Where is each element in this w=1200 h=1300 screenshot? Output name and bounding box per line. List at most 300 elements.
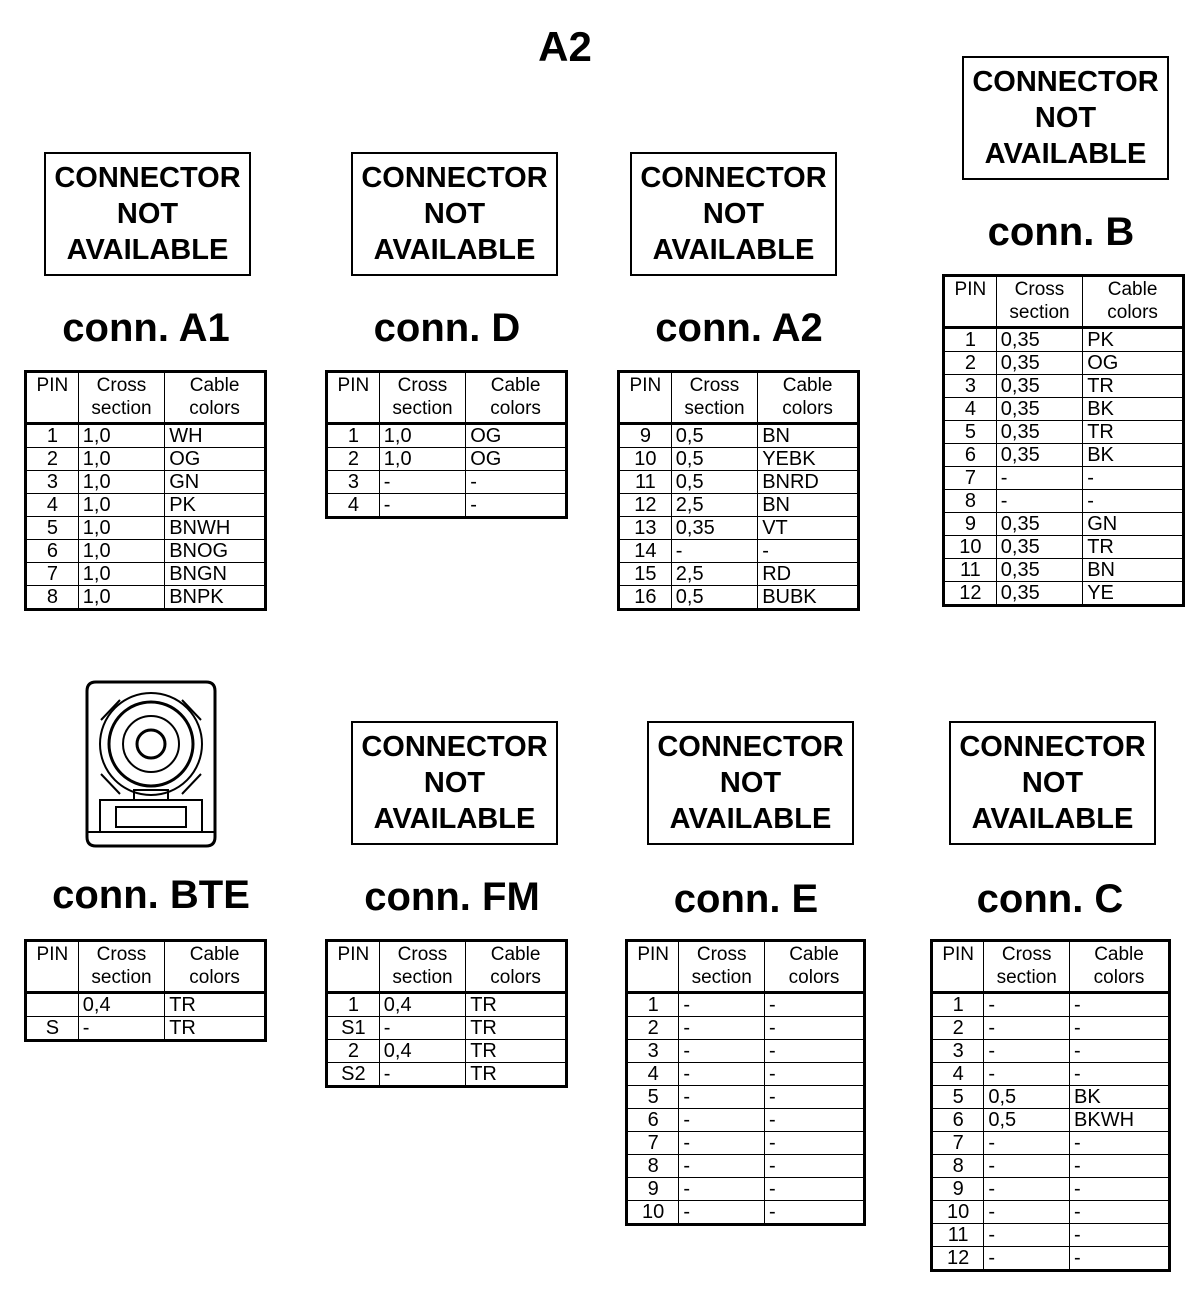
pin-header-line: PIN <box>337 375 370 396</box>
cross-section-header <box>379 372 465 424</box>
cable-color-cell: - <box>765 1086 865 1109</box>
cross-section-cell: 0,5 <box>671 448 757 471</box>
pin-cell: 6 <box>627 1109 679 1132</box>
pin-cell: 4 <box>327 494 380 518</box>
connector-not-available-box <box>44 152 251 276</box>
cross-section-header-line: Cross <box>96 375 147 396</box>
cross-section-header <box>78 941 164 993</box>
cross-section-cell: - <box>984 1224 1070 1247</box>
na-line: CONNECTOR <box>361 731 548 763</box>
cable-color-cell: - <box>1070 1224 1170 1247</box>
cable-color-cell: GN <box>165 471 266 494</box>
pin-cell: S <box>26 1017 79 1041</box>
pin-cell: 2 <box>26 448 79 471</box>
pin-header-line: PIN <box>629 375 662 396</box>
pin-cell: 11 <box>932 1224 984 1247</box>
pin-cell: 1 <box>944 328 997 352</box>
cable-color-cell: PK <box>1083 328 1184 352</box>
cross-section-header-line: section <box>91 967 152 988</box>
pin-cell: S1 <box>327 1017 380 1040</box>
cable-color-cell: GN <box>1083 513 1184 536</box>
pin-cell: 7 <box>26 563 79 586</box>
pin-cell: 7 <box>627 1132 679 1155</box>
na-line: AVAILABLE <box>984 138 1147 170</box>
table-header-row <box>932 941 1170 993</box>
pin-cell: 4 <box>932 1063 984 1086</box>
table-row <box>627 1178 865 1201</box>
na-line: AVAILABLE <box>652 234 815 266</box>
table-row <box>26 540 266 563</box>
cable-color-cell: BN <box>1083 559 1184 582</box>
cable-color-cell: - <box>1070 1247 1170 1271</box>
pin-cell: 10 <box>619 448 672 471</box>
table-row <box>26 563 266 586</box>
cable-color-cell: - <box>765 993 865 1017</box>
table-header-row <box>327 372 567 424</box>
cross-section-cell: - <box>984 1155 1070 1178</box>
cable-color-cell: - <box>1070 1063 1170 1086</box>
cross-section-header-line: section <box>684 398 745 419</box>
cross-section-cell: 1,0 <box>78 471 164 494</box>
table-row <box>26 586 266 610</box>
cross-section-cell: - <box>379 1063 465 1087</box>
conn-bte-table <box>24 939 267 1042</box>
cross-section-cell: 1,0 <box>78 586 164 610</box>
cable-colors-header <box>1083 276 1184 328</box>
conn-a1-table <box>24 370 267 611</box>
pin-cell: S2 <box>327 1063 380 1087</box>
table-row <box>26 517 266 540</box>
cable-color-cell: - <box>1070 1201 1170 1224</box>
pin-cell: 2 <box>932 1017 984 1040</box>
table-header-row <box>26 372 266 424</box>
table-row <box>932 1178 1170 1201</box>
connector-not-available-box <box>949 721 1156 845</box>
cross-section-header-line: Cross <box>397 944 448 965</box>
pin-cell: 1 <box>327 424 380 448</box>
pin-cell: 13 <box>619 517 672 540</box>
table-row <box>944 398 1184 421</box>
cable-color-cell: BNPK <box>165 586 266 610</box>
table-row <box>932 1086 1170 1109</box>
table-row <box>619 494 859 517</box>
table-row <box>26 424 266 448</box>
cross-section-cell: - <box>984 1132 1070 1155</box>
table-row <box>327 448 567 471</box>
pin-header-line: PIN <box>942 944 975 965</box>
pin-cell: 4 <box>944 398 997 421</box>
cable-color-cell: YE <box>1083 582 1184 606</box>
cable-color-cell: - <box>1070 1132 1170 1155</box>
cross-section-header-line: Cross <box>96 944 147 965</box>
pin-cell: 6 <box>932 1109 984 1132</box>
table-row <box>327 424 567 448</box>
cable-color-cell: - <box>466 471 567 494</box>
cross-section-cell: 0,5 <box>671 424 757 448</box>
table-header-row <box>327 941 567 993</box>
na-line: NOT <box>423 767 486 799</box>
na-line: NOT <box>1021 767 1084 799</box>
cross-section-cell: 0,5 <box>671 586 757 610</box>
cross-section-cell: 0,35 <box>996 328 1082 352</box>
table-row <box>944 490 1184 513</box>
pin-cell: 12 <box>932 1247 984 1271</box>
cable-color-cell: BUBK <box>758 586 859 610</box>
cross-section-cell: 0,4 <box>379 993 465 1017</box>
cross-section-cell: - <box>679 1201 765 1225</box>
na-line: NOT <box>1034 102 1097 134</box>
conn-c-table <box>930 939 1171 1272</box>
cross-section-cell: - <box>984 1063 1070 1086</box>
pin-cell: 16 <box>619 586 672 610</box>
table-row <box>627 1109 865 1132</box>
cable-colors-header <box>758 372 859 424</box>
cross-section-header-line: Cross <box>397 375 448 396</box>
cross-section-header <box>996 276 1082 328</box>
cable-color-cell: TR <box>1083 375 1184 398</box>
cross-section-cell: - <box>679 1086 765 1109</box>
cross-section-header-line: Cross <box>696 944 747 965</box>
cross-section-header-line: Cross <box>1001 944 1052 965</box>
pin-cell: 7 <box>932 1132 984 1155</box>
na-line: AVAILABLE <box>66 234 229 266</box>
table-row <box>26 993 266 1017</box>
cross-section-cell: 1,0 <box>379 424 465 448</box>
cross-section-cell: - <box>984 1247 1070 1271</box>
pin-cell: 1 <box>627 993 679 1017</box>
pin-cell: 6 <box>944 444 997 467</box>
table-row <box>932 1201 1170 1224</box>
pin-cell <box>26 993 79 1017</box>
cable-color-cell: - <box>765 1155 865 1178</box>
cross-section-header-line: section <box>392 967 453 988</box>
pin-cell: 1 <box>932 993 984 1017</box>
cross-section-cell: - <box>984 1040 1070 1063</box>
pin-header-line: PIN <box>36 944 69 965</box>
pin-header-line: PIN <box>637 944 670 965</box>
pin-cell: 14 <box>619 540 672 563</box>
cable-color-cell: - <box>765 1201 865 1225</box>
na-line: NOT <box>423 198 486 230</box>
na-line: CONNECTOR <box>54 162 241 194</box>
cable-color-cell: BK <box>1083 444 1184 467</box>
pin-cell: 8 <box>627 1155 679 1178</box>
cable-color-cell: BN <box>758 494 859 517</box>
cross-section-header <box>984 941 1070 993</box>
pin-cell: 8 <box>26 586 79 610</box>
cable-color-cell: OG <box>1083 352 1184 375</box>
cross-section-cell: 0,35 <box>996 375 1082 398</box>
cable-color-cell: BN <box>758 424 859 448</box>
cable-color-cell: - <box>466 494 567 518</box>
cross-section-cell: 0,35 <box>996 352 1082 375</box>
pin-cell: 3 <box>627 1040 679 1063</box>
cable-color-cell: TR <box>466 1040 567 1063</box>
cable-color-cell: - <box>765 1040 865 1063</box>
table-row <box>932 1247 1170 1271</box>
table-row <box>26 494 266 517</box>
pin-header <box>26 372 79 424</box>
pin-cell: 9 <box>619 424 672 448</box>
cable-color-cell: VT <box>758 517 859 540</box>
cross-section-cell: - <box>679 1063 765 1086</box>
cable-color-cell: - <box>765 1017 865 1040</box>
pin-cell: 10 <box>944 536 997 559</box>
connector-not-available-box <box>630 152 837 276</box>
cable-color-cell: YEBK <box>758 448 859 471</box>
cross-section-cell: 0,35 <box>996 421 1082 444</box>
pin-cell: 12 <box>619 494 672 517</box>
conn-fm-table <box>325 939 568 1088</box>
cross-section-cell: - <box>679 1040 765 1063</box>
table-row <box>627 1017 865 1040</box>
cable-color-cell: - <box>1083 490 1184 513</box>
cable-colors-header <box>165 941 266 993</box>
table-row <box>327 1017 567 1040</box>
na-line: NOT <box>719 767 782 799</box>
cable-colors-header-line: colors <box>189 398 240 419</box>
table-row <box>627 1132 865 1155</box>
cable-color-cell: BKWH <box>1070 1109 1170 1132</box>
cable-color-cell: TR <box>165 993 266 1017</box>
pin-cell: 1 <box>327 993 380 1017</box>
cable-colors-header <box>165 372 266 424</box>
cross-section-cell: 0,4 <box>379 1040 465 1063</box>
cable-color-cell: - <box>1070 993 1170 1017</box>
pin-cell: 3 <box>327 471 380 494</box>
table-row <box>932 1224 1170 1247</box>
cable-colors-header <box>466 941 567 993</box>
conn-a2-table <box>617 370 860 611</box>
cable-color-cell: - <box>765 1063 865 1086</box>
cable-color-cell: TR <box>466 1017 567 1040</box>
table-row <box>627 1040 865 1063</box>
cable-color-cell: - <box>765 1132 865 1155</box>
cross-section-cell: - <box>379 494 465 518</box>
cable-color-cell: BNOG <box>165 540 266 563</box>
pin-cell: 7 <box>944 467 997 490</box>
cross-section-header-line: Cross <box>689 375 740 396</box>
cable-color-cell: BNWH <box>165 517 266 540</box>
pin-cell: 11 <box>619 471 672 494</box>
pin-cell: 11 <box>944 559 997 582</box>
cross-section-cell: 1,0 <box>78 563 164 586</box>
conn-b-table <box>942 274 1185 607</box>
conn-bte-title: conn. BTE <box>52 873 250 917</box>
pin-cell: 5 <box>932 1086 984 1109</box>
cross-section-cell: 0,4 <box>78 993 164 1017</box>
na-line: NOT <box>116 198 179 230</box>
cable-color-cell: RD <box>758 563 859 586</box>
pin-cell: 5 <box>26 517 79 540</box>
pin-cell: 9 <box>627 1178 679 1201</box>
cross-section-header <box>379 941 465 993</box>
cross-section-cell: - <box>379 1017 465 1040</box>
cross-section-cell: 1,0 <box>78 424 164 448</box>
table-row <box>932 1132 1170 1155</box>
cross-section-cell: 0,5 <box>671 471 757 494</box>
cable-color-cell: OG <box>466 448 567 471</box>
pin-cell: 2 <box>327 448 380 471</box>
pin-header <box>627 941 679 993</box>
table-row <box>944 421 1184 444</box>
cable-color-cell: BNGN <box>165 563 266 586</box>
pin-cell: 9 <box>932 1178 984 1201</box>
cross-section-cell: - <box>984 993 1070 1017</box>
cross-section-header <box>78 372 164 424</box>
table-row <box>944 352 1184 375</box>
cable-colors-header-line: Cable <box>1094 944 1144 965</box>
cable-color-cell: - <box>1083 467 1184 490</box>
cable-color-cell: PK <box>165 494 266 517</box>
connector-not-available-box <box>647 721 854 845</box>
pin-cell: 3 <box>932 1040 984 1063</box>
cross-section-cell: - <box>984 1017 1070 1040</box>
cable-color-cell: - <box>765 1109 865 1132</box>
cross-section-header <box>679 941 765 993</box>
na-line: AVAILABLE <box>971 803 1134 835</box>
conn-e-table <box>625 939 866 1226</box>
conn-fm-title: conn. FM <box>364 875 540 919</box>
cross-section-header-line: section <box>1009 302 1070 323</box>
pin-cell: 1 <box>26 424 79 448</box>
pin-cell: 4 <box>26 494 79 517</box>
cross-section-header-line: section <box>392 398 453 419</box>
cross-section-header-line: section <box>996 967 1057 988</box>
table-row <box>944 513 1184 536</box>
cross-section-cell: 2,5 <box>671 494 757 517</box>
bte-connector-icon <box>84 680 218 848</box>
conn-c-title: conn. C <box>976 877 1124 921</box>
table-header-row <box>619 372 859 424</box>
table-row <box>944 582 1184 606</box>
pin-cell: 3 <box>26 471 79 494</box>
table-header-row <box>26 941 266 993</box>
table-row <box>327 993 567 1017</box>
table-row <box>327 1040 567 1063</box>
table-row <box>327 471 567 494</box>
cable-colors-header-line: Cable <box>189 375 240 396</box>
cable-colors-header <box>466 372 567 424</box>
cable-color-cell: OG <box>466 424 567 448</box>
pin-cell: 3 <box>944 375 997 398</box>
table-row <box>619 424 859 448</box>
cross-section-cell: - <box>996 467 1082 490</box>
table-row <box>619 563 859 586</box>
connector-not-available-box <box>351 721 558 845</box>
cable-colors-header-line: colors <box>1093 967 1145 988</box>
pin-header-line: PIN <box>36 375 69 396</box>
table-row <box>627 993 865 1017</box>
cable-color-cell: TR <box>1083 536 1184 559</box>
cross-section-cell: 0,35 <box>996 444 1082 467</box>
cross-section-cell: 1,0 <box>78 540 164 563</box>
table-row <box>26 448 266 471</box>
cross-section-cell: - <box>679 993 765 1017</box>
na-line: CONNECTOR <box>972 66 1159 98</box>
cross-section-cell: 1,0 <box>78 494 164 517</box>
conn-d-table <box>325 370 568 519</box>
cross-section-header <box>671 372 757 424</box>
cable-color-cell: WH <box>165 424 266 448</box>
cable-colors-header <box>765 941 865 993</box>
table-row <box>944 536 1184 559</box>
table-row <box>932 1155 1170 1178</box>
pin-header <box>327 372 380 424</box>
table-row <box>627 1063 865 1086</box>
cross-section-cell: - <box>984 1201 1070 1224</box>
table-row <box>944 467 1184 490</box>
na-line: CONNECTOR <box>361 162 548 194</box>
cross-section-header-line: Cross <box>1014 279 1065 300</box>
pin-header <box>932 941 984 993</box>
cable-color-cell: - <box>758 540 859 563</box>
conn-a1-title: conn. A1 <box>62 306 230 350</box>
conn-b-title: conn. B <box>987 210 1135 254</box>
cross-section-cell: 0,35 <box>996 513 1082 536</box>
pin-header <box>327 941 380 993</box>
cable-color-cell: OG <box>165 448 266 471</box>
table-row <box>619 448 859 471</box>
pin-cell: 2 <box>944 352 997 375</box>
cable-colors-header <box>1070 941 1170 993</box>
pin-cell: 8 <box>944 490 997 513</box>
pin-header <box>26 941 79 993</box>
cross-section-cell: 0,5 <box>984 1086 1070 1109</box>
na-line: CONNECTOR <box>959 731 1146 763</box>
table-row <box>944 559 1184 582</box>
cable-color-cell: BK <box>1070 1086 1170 1109</box>
na-line: NOT <box>702 198 765 230</box>
cross-section-cell: - <box>996 490 1082 513</box>
cross-section-header-line: section <box>91 398 152 419</box>
cable-colors-header-line: colors <box>788 967 840 988</box>
cross-section-cell: - <box>379 471 465 494</box>
table-row <box>619 517 859 540</box>
connector-not-available-box <box>962 56 1169 180</box>
na-line: AVAILABLE <box>373 234 536 266</box>
pin-cell: 5 <box>944 421 997 444</box>
conn-a2-title: conn. A2 <box>655 306 823 350</box>
table-row <box>627 1155 865 1178</box>
cable-colors-header-line: Cable <box>189 944 240 965</box>
cable-color-cell: - <box>1070 1155 1170 1178</box>
conn-d-title: conn. D <box>373 306 521 350</box>
table-row <box>627 1201 865 1225</box>
cable-colors-header-line: colors <box>1107 302 1158 323</box>
pin-cell: 10 <box>932 1201 984 1224</box>
table-row <box>944 375 1184 398</box>
cross-section-cell: - <box>679 1178 765 1201</box>
cross-section-cell: - <box>679 1132 765 1155</box>
table-row <box>932 1017 1170 1040</box>
cable-color-cell: TR <box>1083 421 1184 444</box>
pin-header-line: PIN <box>954 279 987 300</box>
cross-section-cell: - <box>984 1178 1070 1201</box>
conn-e-title: conn. E <box>673 877 819 921</box>
table-row <box>932 993 1170 1017</box>
cross-section-cell: 1,0 <box>78 517 164 540</box>
pin-header-line: PIN <box>337 944 370 965</box>
cable-colors-header-line: Cable <box>490 944 541 965</box>
table-row <box>932 1040 1170 1063</box>
pin-cell: 2 <box>627 1017 679 1040</box>
table-header-row <box>944 276 1184 328</box>
pin-header <box>619 372 672 424</box>
cross-section-cell: 1,0 <box>379 448 465 471</box>
table-row <box>944 328 1184 352</box>
pin-cell: 2 <box>327 1040 380 1063</box>
